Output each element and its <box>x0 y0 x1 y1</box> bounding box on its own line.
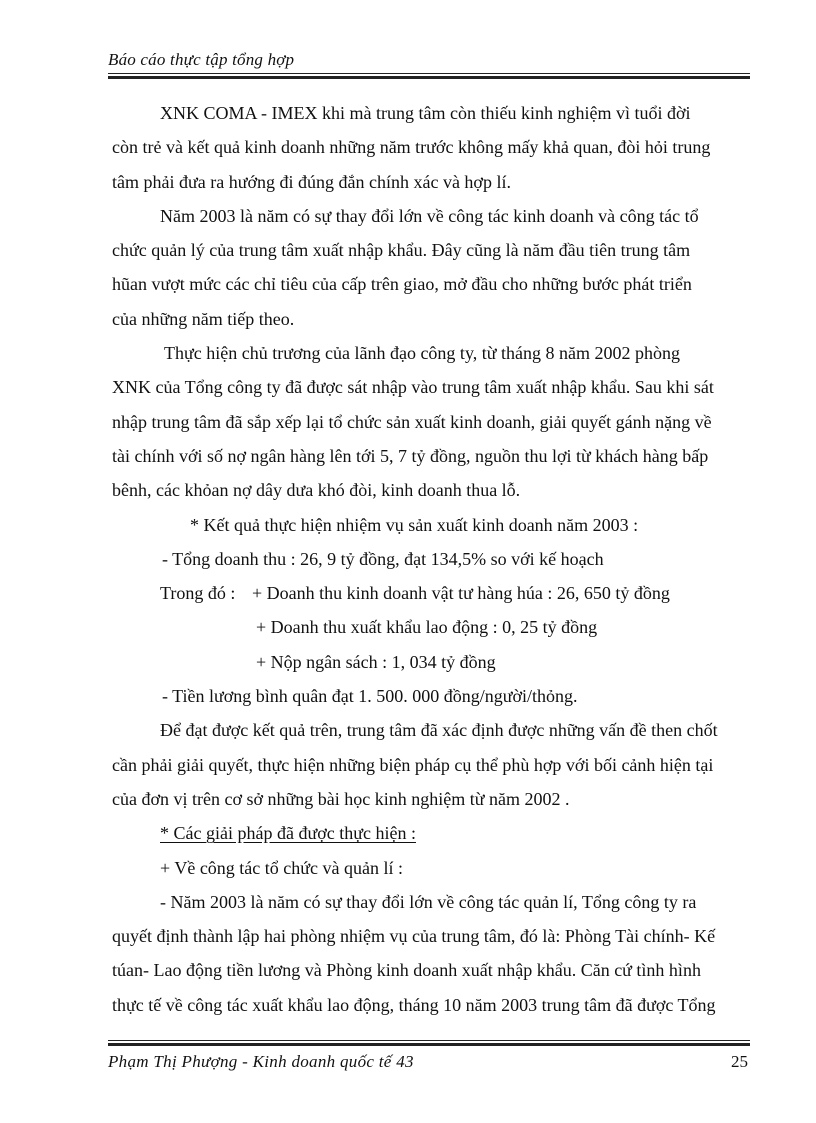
section-heading: * Kết quả thực hiện nhiệm vụ sản xuất kinh doanh năm 2003 : <box>190 514 639 535</box>
body-line: của đơn vị trên cơ sở những bài học kinh nghiệm từ năm 2002 . <box>112 788 570 809</box>
body-line: XNK COMA - IMEX khi mà trung tâm còn thiếu kinh nghiệm vì tuổi đời <box>160 103 691 123</box>
footer-row <box>108 1052 750 1072</box>
body-line: - Tiền lương bình quân đạt 1. 500. 000 đồng/người/thỏng. <box>162 686 578 707</box>
header-rule-thick <box>108 76 750 79</box>
body-line: của những năm tiếp theo. <box>112 308 295 329</box>
body-line: - Năm 2003 là năm có sự thay đổi lớn về công tác quản lí, Tổng công ty ra <box>160 891 697 912</box>
body-line: cần phải giải quyết, thực hiện những biện pháp cụ thể phù hợp với bối cảnh hiện tại <box>112 754 714 775</box>
body-line: Năm 2003 là năm có sự thay đổi lớn về công tác kinh doanh và công tác tổ <box>160 205 699 226</box>
page-number: 25 <box>731 1052 748 1071</box>
breakdown-label: Trong đó : <box>160 583 236 604</box>
body-line: chức quản lý của trung tâm xuất nhập khẩu. Đây cũng là năm đầu tiên trung tâm <box>112 240 691 261</box>
body-line: quyết định thành lập hai phòng nhiệm vụ của trung tâm, đó là: Phòng Tài chính- Kế <box>112 926 716 947</box>
footer-author: Phạm Thị Phượng - Kinh doanh quốc tế 43 <box>108 1052 414 1071</box>
page-footer <box>108 1040 750 1072</box>
body-line: nhập trung tâm đã sắp xếp lại tổ chức sản xuất kinh doanh, giải quyết gánh nặng về <box>112 411 712 432</box>
header-title: Báo cáo thực tập tổng hợp <box>108 50 295 69</box>
breakdown-item: + Doanh thu xuất khẩu lao động : 0, 25 tỷ đồng <box>256 617 598 638</box>
breakdown-item: + Nộp ngân sách : 1, 034 tỷ đồng <box>256 651 496 672</box>
body-line: bênh, các khỏan nợ dây dưa khó đòi, kinh doanh thua lỗ. <box>112 480 521 501</box>
header-rule-thin <box>108 73 750 74</box>
body-line: - Tổng doanh thu : 26, 9 tỷ đồng, đạt 134,5% so với kế hoạch <box>162 548 604 569</box>
body-line: Thực hiện chủ trương của lãnh đạo công ty, từ tháng 8 năm 2002 phòng <box>164 343 681 364</box>
footer-rule-thick <box>108 1043 750 1046</box>
body-line: Để đạt được kết quả trên, trung tâm đã xác định được những vấn đề then chốt <box>160 720 718 741</box>
body-line: túan- Lao động tiền lương và Phòng kinh doanh xuất nhập khẩu. Căn cứ tình hình <box>112 960 701 981</box>
breakdown-item: + Doanh thu kinh doanh vật tư hàng húa : 26, 650 tỷ đồng <box>252 583 670 604</box>
breakdown-row <box>112 576 748 610</box>
footer-rule-thin <box>108 1040 750 1041</box>
body-line: tâm phải đưa ra hướng đi đúng đắn chính xác và hợp lí. <box>112 171 511 192</box>
body-line: XNK của Tổng công ty đã được sát nhập vào trung tâm xuất nhập khẩu. Sau khi sát <box>112 377 714 398</box>
document-body <box>112 96 748 1022</box>
page-header <box>108 50 750 79</box>
body-line: + Về công tác tổ chức và quản lí : <box>160 857 403 878</box>
section-heading-text: * Các giải pháp đã được thực hiện : <box>160 823 416 844</box>
body-line: hũan vượt mức các chỉ tiêu của cấp trên giao, mở đầu cho những bước phát triển <box>112 274 692 295</box>
body-line: thực tế về công tác xuất khẩu lao động, tháng 10 năm 2003 trung tâm đã được Tổng <box>112 994 716 1015</box>
body-line: tài chính với số nợ ngân hàng lên tới 5, 7 tỷ đồng, nguồn thu lợi từ khách hàng bấp <box>112 445 709 466</box>
body-line: còn trẻ và kết quả kinh doanh những năm trước không mấy khả quan, đòi hỏi trung <box>112 137 711 158</box>
section-heading <box>112 816 748 850</box>
